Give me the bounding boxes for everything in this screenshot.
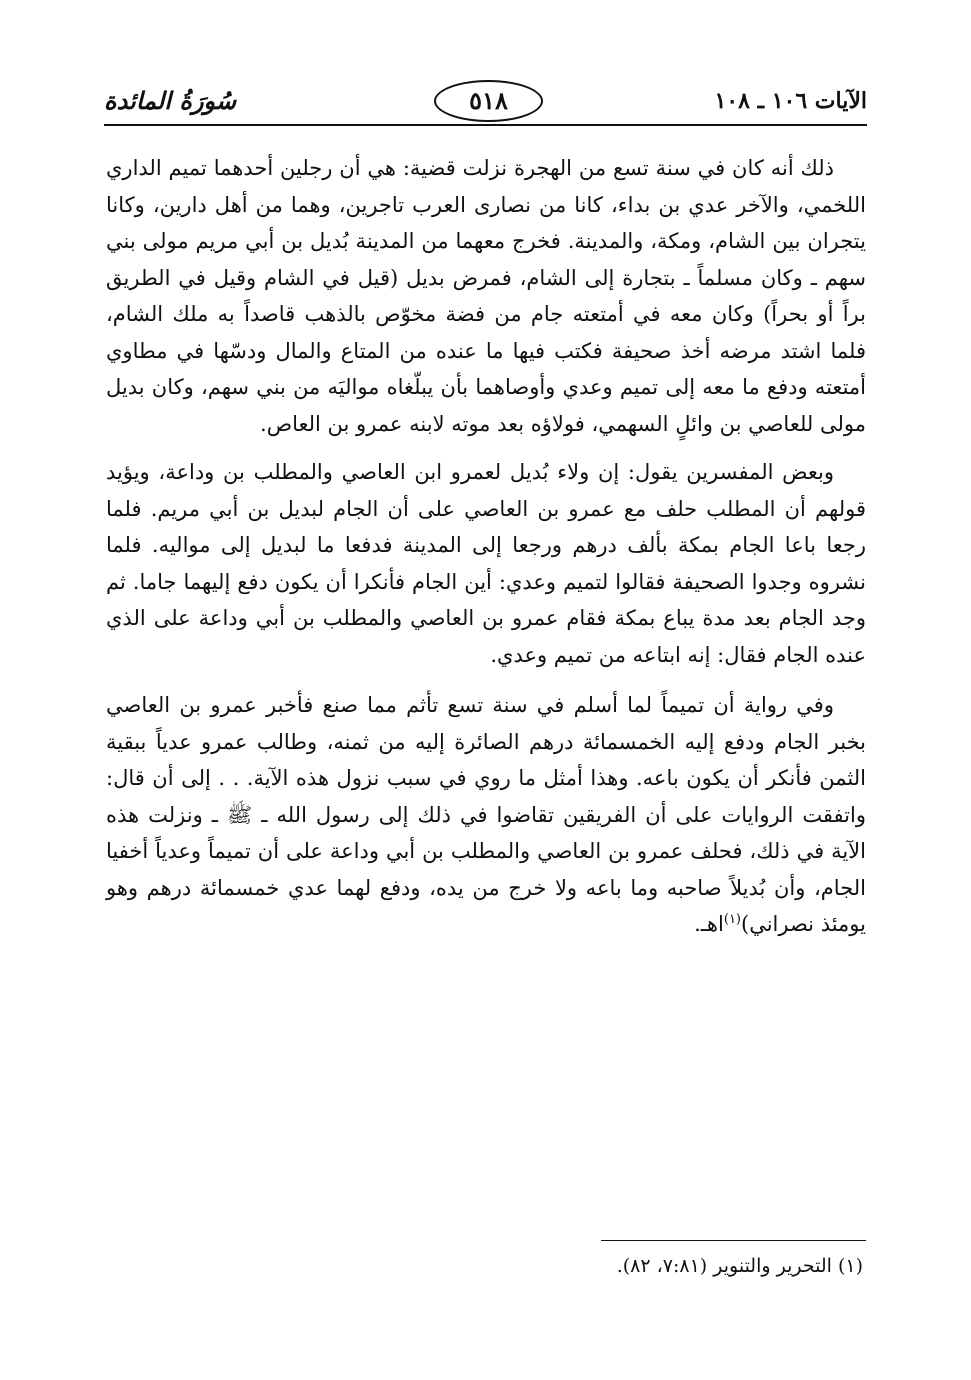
page-number: ٥١٨ [434, 80, 543, 122]
paragraph-3-text: وفي رواية أن تميماً لما أسلم في سنة تسع تأثم مما صنع فأخبر عمرو بن العاصي بخبر الجام ودفع إليه الخمسمائة درهم الصائرة إليه من ثمنه، وطالب عمرو عدياً ببقية الثمن فأنكر أن يكون باعه. وهذا أمثل ما روي في سبب نزول هذه الآية. . . إلى أن قال: واتفقت الروايات على أن الفريقين تقاضوا في ذلك إلى رسول الله ـ ﷺ ـ ونزلت هذه الآية في ذلك، فحلف عمرو بن العاصي والمطلب بن أبي وداعة على أن تميماً وعدياً أخفيا الجام، وأن بُديلاً صاحبه وما باعه ولا خرج من يده، ودفع لهما عدي خمسمائة درهم وهو يومئذ نصراني) [106, 693, 866, 936]
paragraph-2: وبعض المفسرين يقول: إن ولاء بُديل لعمرو ابن العاصي والمطلب بن وداعة، ويؤيد قولهم أن المطلب حلف مع عمرو بن العاصي على أن الجام لبديل بن أبي مريم. فلما رجعا باعا الجام بمكة بألف درهم ورجعا إلى المدينة فدفعا ما لبديل إلى مواليه. فلما نشروه وجدوا الصحيفة فقالوا لتميم وعدي: أين الجام فأنكرا أن يكون دفع إليهما جاما. ثم وجد الجام بعد مدة يباع بمكة فقام عمرو بن العاصي والمطلب بن أبي وداعة على الذي عنده الجام فقال: إنه ابتاعه من تميم وعدي. [106, 460, 866, 667]
page-header [104, 80, 867, 130]
footnote-reference: (١) [723, 912, 741, 927]
paragraph-3 [106, 687, 866, 943]
paragraph-3-end: اهـ. [694, 912, 724, 936]
verses-range: الآيات ١٠٦ ـ ١٠٨ [714, 88, 867, 114]
paragraph-1: ذلك أنه كان في سنة تسع من الهجرة نزلت قضية: هي أن رجلين أحدهما تميم الداري اللخمي، والآخر عدي بن بداء، كانا من نصارى العرب تاجرين، وهما من أهل دارين، وكانا يتجران بين الشام، ومكة، والمدينة. فخرج معهما من المدينة بُديل بن أبي مريم مولى بني سهم ـ وكان مسلماً ـ بتجارة إلى الشام، فمرض بديل (قيل في الشام وقيل في الطريق براً أو بحراً) وكان معه في أمتعته جام من فضة مخوّص بالذهب قاصداً به ملك الشام، فلما اشتد مرضه أخذ صحيفة فكتب فيها ما عنده من المتاع والمال ودسّها في مطاوي أمتعته ودفع ما معه إلى تميم وعدي وأوصاهما بأن يبلّغاه مواليَه من بني سهم، وكان بديل مولى للعاصي بن وائلٍ السهمي، فولاؤه بعد موته لابنه عمرو بن العاص. [106, 156, 866, 436]
main-text [106, 150, 866, 943]
header-divider [104, 124, 867, 126]
footnote-divider [601, 1240, 866, 1241]
surah-title: سُورَةُ المائدة [104, 86, 237, 115]
footnote: (١) التحرير والتنوير (٧:٨١، ٨٢). [616, 1255, 863, 1277]
